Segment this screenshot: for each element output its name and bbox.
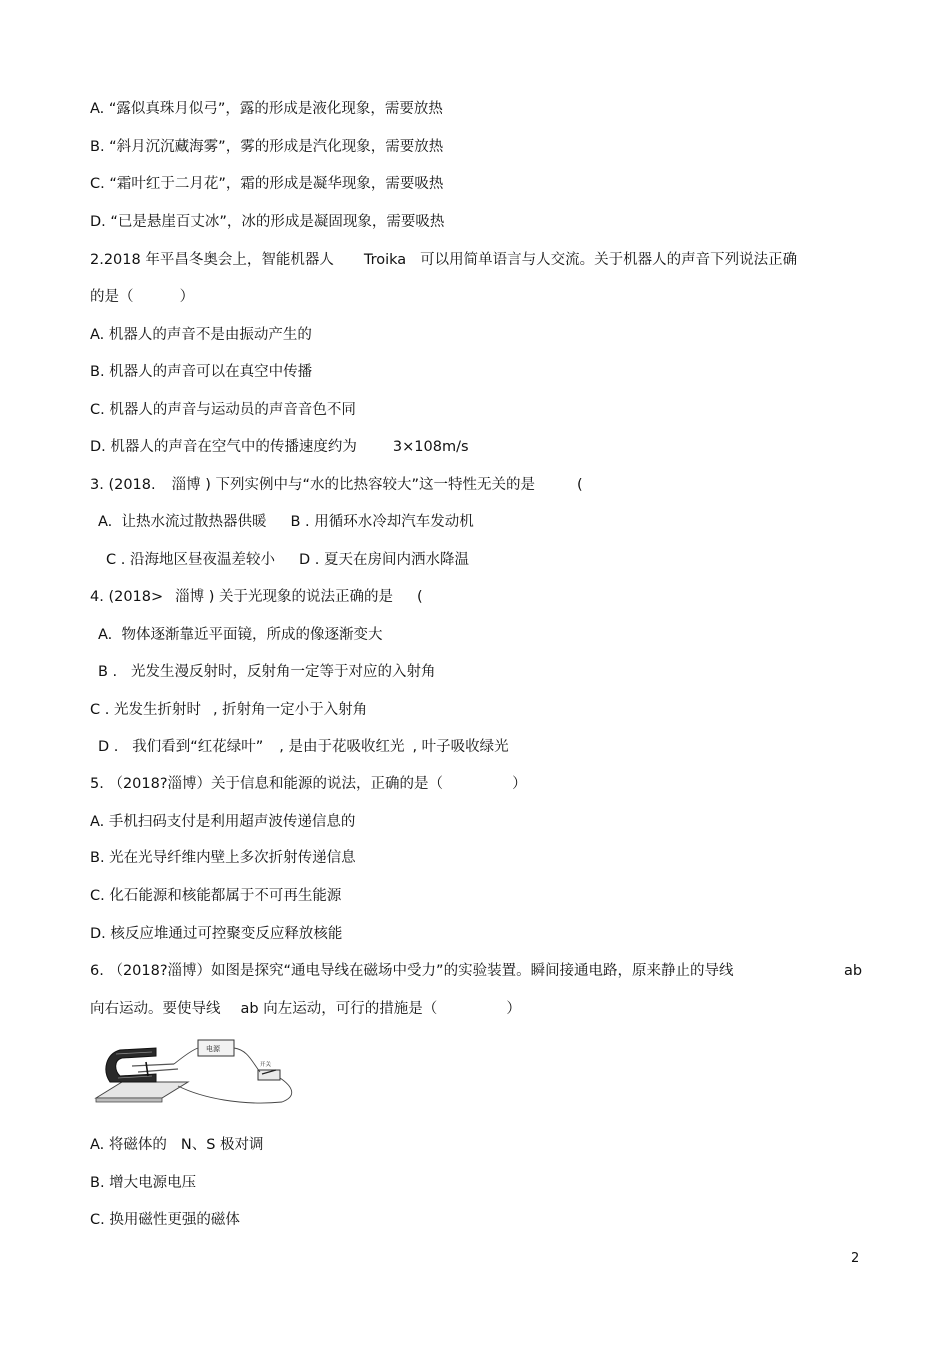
base-board bbox=[96, 1082, 188, 1098]
q2-stem bbox=[90, 250, 797, 270]
q2-stem-part3: 可以用简单语言与人交流。关于机器人的声音下列说法正确 bbox=[420, 252, 798, 268]
wire bbox=[234, 1048, 260, 1072]
rail bbox=[138, 1069, 178, 1072]
q6-stem-line2-part2: ab 向左运动，可行的措施是（ ） bbox=[240, 1001, 521, 1017]
q6-stem-ab: ab bbox=[844, 963, 863, 979]
q2-option-d-text: D. 机器人的声音在空气中的传播速度约为 bbox=[90, 439, 357, 455]
q6-stem-line2 bbox=[90, 999, 521, 1019]
q1-option-a: A. “露似真珠月似弓”，露的形成是液化现象，需要放热 bbox=[90, 101, 443, 117]
rail bbox=[132, 1064, 174, 1066]
q4-stem bbox=[90, 587, 423, 607]
page-number: 2 bbox=[851, 1251, 860, 1266]
q6-option-a bbox=[90, 1135, 264, 1155]
q2-stem-part1: 2.2018 年平昌冬奥会上，智能机器人 bbox=[90, 252, 334, 268]
q5-option-c: C. 化石能源和核能都属于不可再生能源 bbox=[90, 888, 342, 904]
q3-stem-part3: ( bbox=[577, 477, 583, 493]
q4-option-c bbox=[90, 700, 367, 720]
q3-stem bbox=[90, 475, 583, 495]
q3-option-b: B . 用循环水冷却汽车发动机 bbox=[290, 514, 474, 530]
q4-option-b: B . 光发生漫反射时，反射角一定等于对应的入射角 bbox=[98, 664, 436, 680]
q5-option-a: A. 手机扫码支付是利用超声波传递信息的 bbox=[90, 814, 356, 830]
q4-option-a: A. 物体逐渐靠近平面镜，所成的像逐渐变大 bbox=[98, 627, 383, 643]
power-label: 电源 bbox=[206, 1045, 220, 1053]
q5-option-b: B. 光在光导纤维内壁上多次折射传递信息 bbox=[90, 850, 356, 866]
q2-stem-part2: Troika bbox=[363, 252, 407, 268]
q4-stem-part1: 4. (2018> bbox=[90, 589, 164, 605]
experiment-apparatus-figure bbox=[92, 1036, 304, 1106]
q2-option-c: C. 机器人的声音与运动员的声音音色不同 bbox=[90, 402, 356, 418]
q6-option-c: C. 换用磁性更强的磁体 bbox=[90, 1212, 240, 1228]
q3-options-row2 bbox=[106, 550, 469, 570]
q3-stem-part2: 淄博 ) 下列实例中与“水的比热容较大”这一特性无关的是 bbox=[171, 477, 536, 493]
q1-option-b: B. “斜月沉沉藏海雾”，雾的形成是汽化现象，需要放热 bbox=[90, 139, 444, 155]
q4-stem-part3: ( bbox=[417, 589, 423, 605]
wire bbox=[178, 1078, 292, 1103]
q5-stem: 5. （2018?淄博）关于信息和能源的说法，正确的是（ ） bbox=[90, 776, 527, 792]
q2-option-b: B. 机器人的声音可以在真空中传播 bbox=[90, 364, 313, 380]
q4-option-c-part2: , 折射角一定小于入射角 bbox=[212, 702, 368, 718]
q6-stem-line2-part1: 向右运动。要使导线 bbox=[90, 1001, 221, 1017]
q4-option-d bbox=[98, 737, 509, 757]
q1-option-c: C. “霜叶红于二月花”，霜的形成是凝华现象，需要吸热 bbox=[90, 176, 444, 192]
q6-stem: 6. （2018?淄博）如图是探究“通电导线在磁场中受力”的实验装置。瞬间接通电路，原来静止的导线 bbox=[90, 963, 734, 979]
switch-label: 开关 bbox=[260, 1062, 272, 1068]
q4-stem-part2: 淄博 ) 关于光现象的说法正确的是 bbox=[175, 589, 394, 605]
q4-option-d-part3: , 叶子吸收绿光 bbox=[412, 739, 509, 755]
q2-option-d-value: 3×108m/s bbox=[392, 439, 469, 455]
conductor-ab bbox=[146, 1062, 148, 1076]
q1-option-d: D. “已是悬崖百丈冰”，冰的形成是凝固现象，需要吸热 bbox=[90, 214, 445, 230]
q6-option-a-part1: A. 将磁体的 bbox=[90, 1137, 167, 1153]
q4-option-c-part1: C . 光发生折射时 bbox=[90, 702, 201, 718]
q4-option-d-part2: , 是由于花吸收红光 bbox=[279, 739, 405, 755]
wire bbox=[174, 1048, 198, 1064]
q3-stem-part1: 3. (2018. bbox=[90, 477, 156, 493]
q3-options-row1 bbox=[98, 512, 474, 532]
q2-stem-line2: 的是（ ） bbox=[90, 289, 195, 305]
q5-option-d: D. 核反应堆通过可控聚变反应释放核能 bbox=[90, 926, 343, 942]
q2-option-a: A. 机器人的声音不是由振动产生的 bbox=[90, 327, 312, 343]
q6-option-a-part2: N、S 极对调 bbox=[180, 1137, 264, 1153]
q3-option-c: C . 沿海地区昼夜温差较小 bbox=[106, 552, 275, 568]
q2-option-d bbox=[90, 437, 469, 457]
q3-option-a: A. 让热水流过散热器供暖 bbox=[98, 514, 267, 530]
q3-option-d: D . 夏天在房间内洒水降温 bbox=[298, 552, 469, 568]
q6-option-b: B. 增大电源电压 bbox=[90, 1175, 197, 1191]
q4-option-d-part1: D . 我们看到“红花绿叶” bbox=[98, 739, 264, 755]
